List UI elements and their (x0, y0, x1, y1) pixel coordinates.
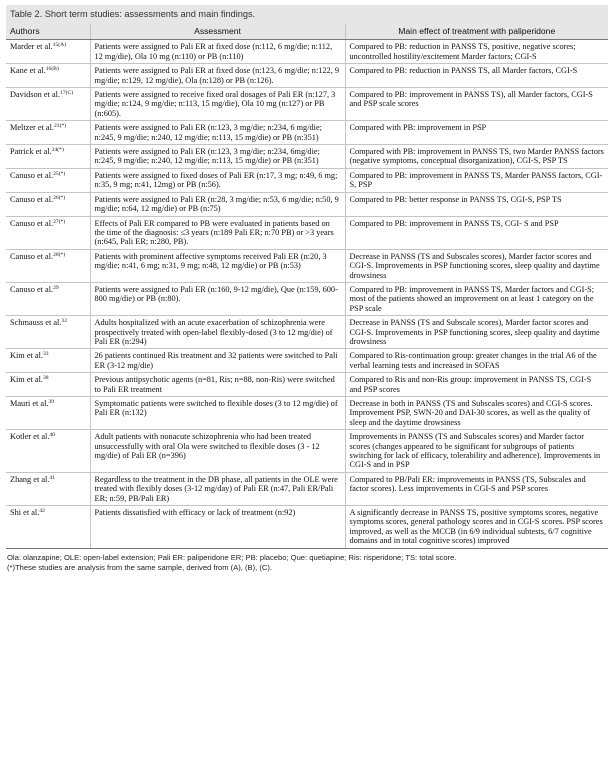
assessment-cell: Symptomatic patients were switched to flexible doses (3 to 12 mg/die) of Pali ER (n:132) (90, 397, 345, 430)
main-effect-cell: Compared to PB/Pali ER: improvements in PANSS (TS, Subscales and factor scores). Less improvements in CGI-S and PSP scores (345, 472, 608, 505)
author-name: Shi et al. (10, 508, 40, 518)
table-row (6, 373, 608, 397)
studies-table (6, 24, 608, 549)
author-name: Kim et al. (10, 375, 43, 385)
author-name: Canuso et al. (10, 284, 54, 294)
footnote-abbreviations: Ola: olanzapine; OLE: open-label extension; Pali ER: paliperidone ER; PB: placebo; Que: quetiapine; Ris: risperidone; TS: total score. (7, 552, 457, 562)
table-row (6, 249, 608, 282)
table-row (6, 506, 608, 549)
main-effect-cell: Compared to PB: better response in PANSS TS, CGI-S, PSP TS (345, 192, 608, 216)
assessment-cell: Effects of Pali ER compared to PB were evaluated in patients based on the time of the diagnosis: ≤3 years (n:189 Pali ER; n:70 PB) or >3 years (n:645, Pali ER; n:280, PB). (90, 216, 345, 249)
table-row (6, 168, 608, 192)
author-cell (6, 88, 90, 121)
author-cell (6, 64, 90, 88)
reference-superscript: 39 (48, 399, 55, 405)
main-effect-cell: Decrease in PANSS (TS and Subscale scores), Marder factor scores and CGI-S. Improvements in PSP functioning scores, sleep quality and daytime drowsiness (345, 316, 608, 349)
reference-superscript: 33 (42, 351, 49, 358)
reference-superscript: 32 (61, 318, 67, 325)
author-cell (6, 430, 90, 473)
assessment-cell: Patients were assigned to Pali ER (n:123, 3 mg/die; n:234, 6mg/die; n:245, 9 mg/die; n:240, 12 mg/die; n:113, 15 mg/die) or PB (n:351) (90, 145, 345, 169)
assessment-cell: Patients were assigned to Pali ER (n:28, 3 mg/die; n:53, 6 mg/die; n:50, 9 mg/die; n:64, 12 mg/die) or PB (n:75) (90, 192, 345, 216)
reference-superscript: 26(*) (53, 194, 66, 201)
assessment-cell: Adults hospitalized with an acute exacerbation of schizophrenia were prospectively treated with open-label flexibly-dosed (3 to 12 mg/die) of Pali ER (n:294) (90, 316, 345, 349)
table-caption: Table 2. Short term studies: assessments and main findings. (6, 5, 608, 24)
table-row (6, 216, 608, 249)
author-name: Canuso et al. (10, 218, 54, 228)
author-name: Schmauss et al. (10, 318, 62, 328)
author-cell (6, 145, 90, 169)
author-name: Kim et al. (10, 351, 43, 361)
author-name: Mauri et al. (10, 399, 49, 408)
reference-superscript: 41 (49, 474, 55, 481)
main-effect-cell: Compared with PB: improvement in PSP (345, 121, 608, 145)
table-row (6, 121, 608, 145)
main-effect-cell: Compared to PB: reduction in PANSS TS, positive, negative scores; uncontrolled hostility/excitement Marder factors; CGI-S (345, 40, 608, 64)
table-row (6, 192, 608, 216)
author-name: Canuso et al. (10, 251, 54, 261)
author-name: Davidson et al. (10, 90, 61, 100)
main-effect-cell: Compared to PB: improvement in PANSS TS, CGI- S and PSP (345, 216, 608, 249)
author-cell (6, 472, 90, 505)
reference-superscript: 27(*) (53, 218, 66, 225)
reference-superscript: 15(A) (52, 42, 66, 49)
reference-superscript: 28(*) (53, 251, 66, 258)
table-body (6, 40, 608, 548)
main-effect-cell: A significantly decrease in PANSS TS, positive symptoms scores, negative symptoms scores, general pathology scores and in CGI-S scores. PSP scores improved, as well as the MCCB (in 6/9 individual subtests, 6/7 cognitive domains and in total cognitive scores) improved (345, 506, 608, 549)
table-row (6, 397, 608, 430)
reference-superscript: 16(B) (45, 66, 59, 73)
reference-superscript: 24(*) (51, 147, 64, 154)
assessment-cell: Patients were assigned to Pali ER (n:160, 9-12 mg/die), Que (n:159, 600-800 mg/die) or PB (n:80). (90, 282, 345, 315)
author-name: Kotler et al. (10, 432, 50, 442)
assessment-cell: Patients were assigned to Pali ER at fixed dose (n:123, 6 mg/die; n:122, 9 mg/die; n:129, 12 mg/die), Ola (n:128) or PB (n:126). (90, 64, 345, 88)
main-effect-cell: Compared with PB: improvement in PANSS TS, two Marder PANSS factors (negative symptoms, conceptual disorganization), CGI-S, PSP TS (345, 145, 608, 169)
reference-superscript: 40 (49, 432, 55, 439)
table-row (6, 282, 608, 315)
author-cell (6, 249, 90, 282)
assessment-cell: Patients with prominent affective symptoms received Pali ER (n:20, 3 mg/die; n:41, 6 mg; n:31, 9 mg; n:48, 12 mg/die) or PB (n:53) (90, 249, 345, 282)
main-effect-cell: Compared to PB: improvement in PANSS TS, Marder PANSS factors, CGI-S, PSP (345, 168, 608, 192)
header-assessment: Assessment (90, 24, 345, 40)
table-row (6, 145, 608, 169)
author-name: Zhang et al. (10, 474, 50, 484)
table-row (6, 349, 608, 373)
author-cell (6, 397, 90, 430)
author-name: Canuso et al. (10, 194, 54, 204)
header-main-effect: Main effect of treatment with paliperidone (345, 24, 608, 40)
table-row (6, 316, 608, 349)
table-row (6, 40, 608, 64)
author-cell (6, 216, 90, 249)
author-cell (6, 192, 90, 216)
author-cell (6, 121, 90, 145)
assessment-cell: Patients were assigned to receive fixed oral dosages of Pali ER (n:127, 3 mg/die; n:124, 9 mg/die; n:113, 15 mg/die), Ola 10 mg (n:127) or PB (n:605). (90, 88, 345, 121)
author-cell (6, 373, 90, 397)
assessment-cell: 26 patients continued Ris treatment and 32 patients were switched to Pali ER (3-12 mg/die) (90, 349, 345, 373)
table-header-row (6, 24, 608, 40)
table-row (6, 88, 608, 121)
author-name: Canuso et al. (10, 170, 54, 180)
table-row (6, 430, 608, 473)
main-effect-cell: Compared to PB: improvement in PANSS TS), all Marder factors, CGI-S and PSP scale scores (345, 88, 608, 121)
main-effect-cell: Decrease in both in PANSS (TS and Subscales scores) and CGI-S scores. Improvement PSP, SWN-20 and DAI-30 scores, as well as the quality of sleep and the daytime drowsiness (345, 397, 608, 430)
author-name: Meltzer et al. (10, 123, 54, 133)
assessment-cell: Previous antipsychotic agents (n=81, Ris; n=88, non-Ris) were switched to Pali ER treatment (90, 373, 345, 397)
reference-superscript: 42 (39, 508, 45, 515)
author-cell (6, 168, 90, 192)
author-cell (6, 40, 90, 64)
reference-superscript: 25(*) (53, 170, 66, 177)
assessment-cell: Patients were assigned to Pali ER at fixed dose (n:112, 6 mg/die; n:112, 12 mg/die), Ola 10 mg (n:110) or PB (n:110) (90, 40, 345, 64)
main-effect-cell: Compared to PB: reduction in PANSS TS, all Marder factors, CGI-S (345, 64, 608, 88)
assessment-cell: Patients were assigned to Pali ER (n:123, 3 mg/die; n:234, 6 mg/die; n:245, 9 mg/die; n:240, 12 mg/die; n:113, 15 mg/die) or PB (n:351) (90, 121, 345, 145)
author-name: Patrick et al. (10, 147, 52, 157)
reference-superscript: 23(*) (54, 123, 67, 130)
assessment-cell: Patients were assigned to fixed doses of Pali ER (n:17, 3 mg; n:49, 6 mg; n:35, 9 mg; n:41, 12mg) or PB (n:56). (90, 168, 345, 192)
main-effect-cell: Compared to PB: improvement in PANSS TS, Marder factors and CGI-S; most of the patients showed an improvement on at least 1 category on the PSP scale (345, 282, 608, 315)
footnote-sample-note: (*)These studies are analysis from the same sample, derived from (A), (B), (C). (7, 562, 273, 572)
reference-superscript: 17(C) (60, 90, 74, 97)
author-name: Marder et al. (10, 42, 53, 52)
author-cell (6, 506, 90, 549)
assessment-cell: Adult patients with nonacute schizophrenia who had been treated unsuccessfully with oral Ola were switched to flexible doses (3 - 12 mg/die) of Pali ER (n=396) (90, 430, 345, 473)
main-effect-cell: Decrease in PANSS (TS and Subscales scores), Marder factor scores and CGI-S. Improvements in PSP functioning scores, sleep quality and daytime drowsiness (345, 249, 608, 282)
assessment-cell: Regardless to the treatment in the DB phase, all patients in the OLE were treated with flexibly doses (3-12 mg/day) of Pali ER (n:47, Pali ER/Pali ER; n:59, PB/Pali ER) (90, 472, 345, 505)
header-authors: Authors (6, 24, 90, 40)
author-cell (6, 316, 90, 349)
table-row (6, 472, 608, 505)
author-name: Kane et al. (10, 66, 46, 76)
author-cell (6, 349, 90, 373)
assessment-cell: Patients dissatisfied with efficacy or lack of treatment (n:92) (90, 506, 345, 549)
main-effect-cell: Improvements in PANSS (TS and Subscales scores) and Marder factor scores (changes appeared to be significant for subgroups of patients switching for lack of efficacy, tolerability and adherence). Improvements in CGI-S and in PSP (345, 430, 608, 473)
reference-superscript: 29 (53, 284, 59, 291)
author-cell (6, 282, 90, 315)
reference-superscript: 38 (42, 375, 49, 382)
main-effect-cell: Compared to Ris-continuation group: greater changes in the trial A6 of the verbal learning tests and increased in SOFAS (345, 349, 608, 373)
main-effect-cell: Compared to Ris and non-Ris group: improvement in PANSS TS, CGI-S and PSP scores (345, 373, 608, 397)
table-row (6, 64, 608, 88)
